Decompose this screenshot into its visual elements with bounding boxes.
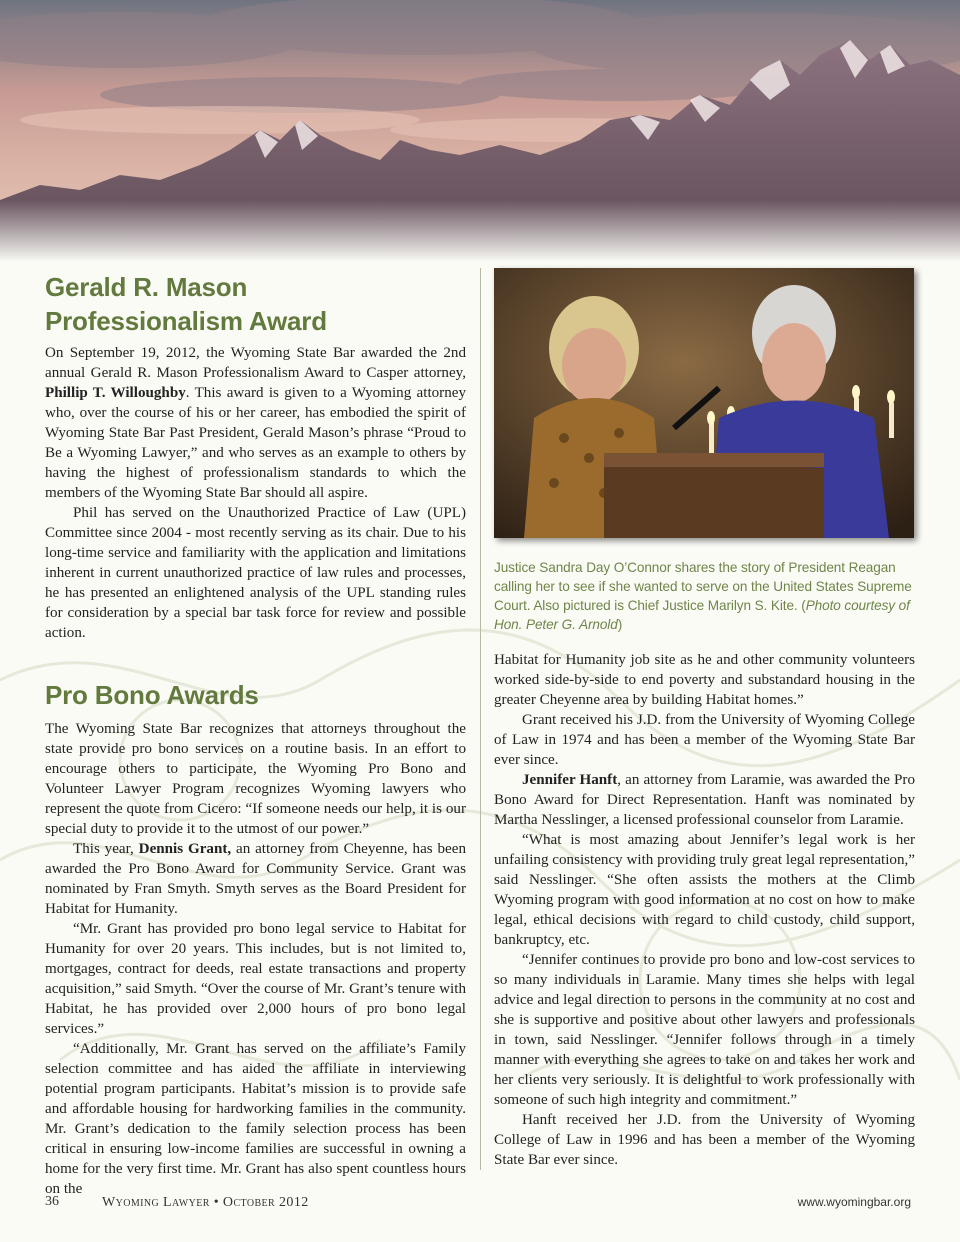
jennifer-hanft-name: Jennifer Hanft [522, 772, 618, 788]
probono-paragraph-3: “Mr. Grant has provided pro bono legal service to Habitat for Humanity for over 20 years. This includes, but is not limited to, mortgages, contract for deeds, real estate transactions and property acquisition,” said Smyth. “Over the course of Mr. Grant’s tenure with Habitat, he has provided over 2,000 hours of pro bono legal services.” [45, 921, 466, 1037]
website-url[interactable]: www.wyomingbar.org [797, 1195, 911, 1209]
right-column [494, 650, 915, 1170]
right-paragraph-2: Grant received his J.D. from the University of Wyoming College of Law in 1974 and has been a member of the Wyoming State Bar ever since. [494, 712, 915, 768]
caption-text: Justice Sandra Day O’Connor shares the story of President Reagan calling her to see if she wanted to serve on the United States Supreme Court. Also pictured is Chief Justice Marilyn S. Kite. ( [494, 560, 912, 613]
pro-bono-heading: Pro Bono Awards [45, 680, 259, 710]
probono-p2-text-a: This year, [73, 841, 139, 857]
mason-heading-line2: Professionalism Award [45, 306, 327, 336]
mountain-header-photo [0, 0, 960, 262]
probono-paragraph-1: The Wyoming State Bar recognizes that attorneys throughout the state provide pro bono services on a routine basis. In an effort to encourage others to participate, the Wyoming Pro Bono and Volunteer Lawyer Program recognizes Wyoming lawyers who represent the quote from Cicero: “If someone needs our help, it is our special duty to provide it to the utmost of our power.” [45, 721, 466, 837]
right-paragraph-3 [494, 770, 915, 830]
caption-close: ) [617, 617, 623, 632]
mason-p1-text-a: On September 19, 2012, the Wyoming State Bar awarded the 2nd annual Gerald R. Mason Professionalism Award to Casper attorney, [45, 345, 466, 381]
dennis-grant-name: Dennis Grant, [138, 841, 232, 857]
page-footer [0, 1194, 960, 1214]
magazine-issue: Wyoming Lawyer • October 2012 [102, 1195, 309, 1210]
column-divider [480, 268, 481, 1170]
probono-paragraph-4: “Additionally, Mr. Grant has served on the affiliate’s Family selection committee and has aided the affiliate in interviewing potential program participants. Habitat’s mission is to provide safe and affordable housing for hardworking families in the community. Mr. Grant’s dedication to the family selection process has been critical in ensuring low-income families are successful in owning a home for the very first time. Mr. Grant has also spent countless hours on the [45, 1041, 466, 1197]
probono-p2-text-b: an attorney from Cheyenne, has been awarded the Pro Bono Award for Community Service. Grant was nominated by Fran Smyth. Smyth serves as the Board President for Habitat for Humanity. [45, 841, 466, 917]
oconnor-podium-photo [494, 268, 914, 538]
mason-heading-line1: Gerald R. Mason [45, 272, 248, 302]
photo-credit: Photo courtesy of Hon. Peter G. Arnold [494, 598, 910, 632]
photo-caption [494, 558, 918, 634]
mason-paragraph-2: Phil has served on the Unauthorized Practice of Law (UPL) Committee since 2004 - most recently serving as its chair. Due to his long-time service and familiarity with the application and limitations inherent in current unauthorized practice of law rules and processes, he has presented an enlightened analysis of the UPL standing rules for consideration by a special bar task force for review and possible action. [45, 505, 466, 641]
willoughby-name: Phillip T. Willoughby [45, 385, 186, 401]
page-number: 36 [45, 1194, 59, 1209]
mason-paragraph-1 [45, 343, 466, 503]
probono-paragraph-2 [45, 839, 466, 919]
right-paragraph-6: Hanft received her J.D. from the University of Wyoming College of Law in 1996 and has been a member of the Wyoming State Bar ever since. [494, 1112, 915, 1168]
right-p3-text: , an attorney from Laramie, was awarded the Pro Bono Award for Direct Representation. Hanft was nominated by Martha Nesslinger, a licensed professional counselor from Laramie. [494, 772, 915, 828]
mason-award-heading [45, 270, 466, 338]
right-paragraph-1: Habitat for Humanity job site as he and other community volunteers worked side-by-side to end poverty and substandard housing in the greater Cheyenne area by building Habitat homes.” [494, 652, 915, 708]
right-paragraph-5: “Jennifer continues to provide pro bono and low-cost services to so many individuals in Laramie. Many times she helps with legal advice and legal direction to persons in the community at no cost and she is supportive and positive about other lawyers and professionals in town, said Nesslinger. “Jennifer follows through in a timely manner with everything she agrees to take on and takes her work and her clients very seriously. It is delightful to work professionally with someone of such high integrity and commitment.” [494, 952, 915, 1108]
mason-p1-text-b: . This award is given to a Wyoming attorney who, over the course of his or her career, has embodied the spirit of Wyoming State Bar Past President, Gerald Mason’s phrase “Proud to Be a Wyoming Lawyer,” and who serves as an example to others by having the highest of professionalism standards to which the members of the Wyoming State Bar should all aspire. [45, 385, 467, 501]
right-paragraph-4: “What is most amazing about Jennifer’s legal work is her unfailing consistency with providing truly great legal representation,” said Nesslinger. “She often assists the mothers at the Climb Wyoming program with good information at no cost on how to make legal, ethical decisions with regard to child custody, child support, bankruptcy, etc. [494, 832, 915, 948]
left-column [45, 270, 466, 1199]
